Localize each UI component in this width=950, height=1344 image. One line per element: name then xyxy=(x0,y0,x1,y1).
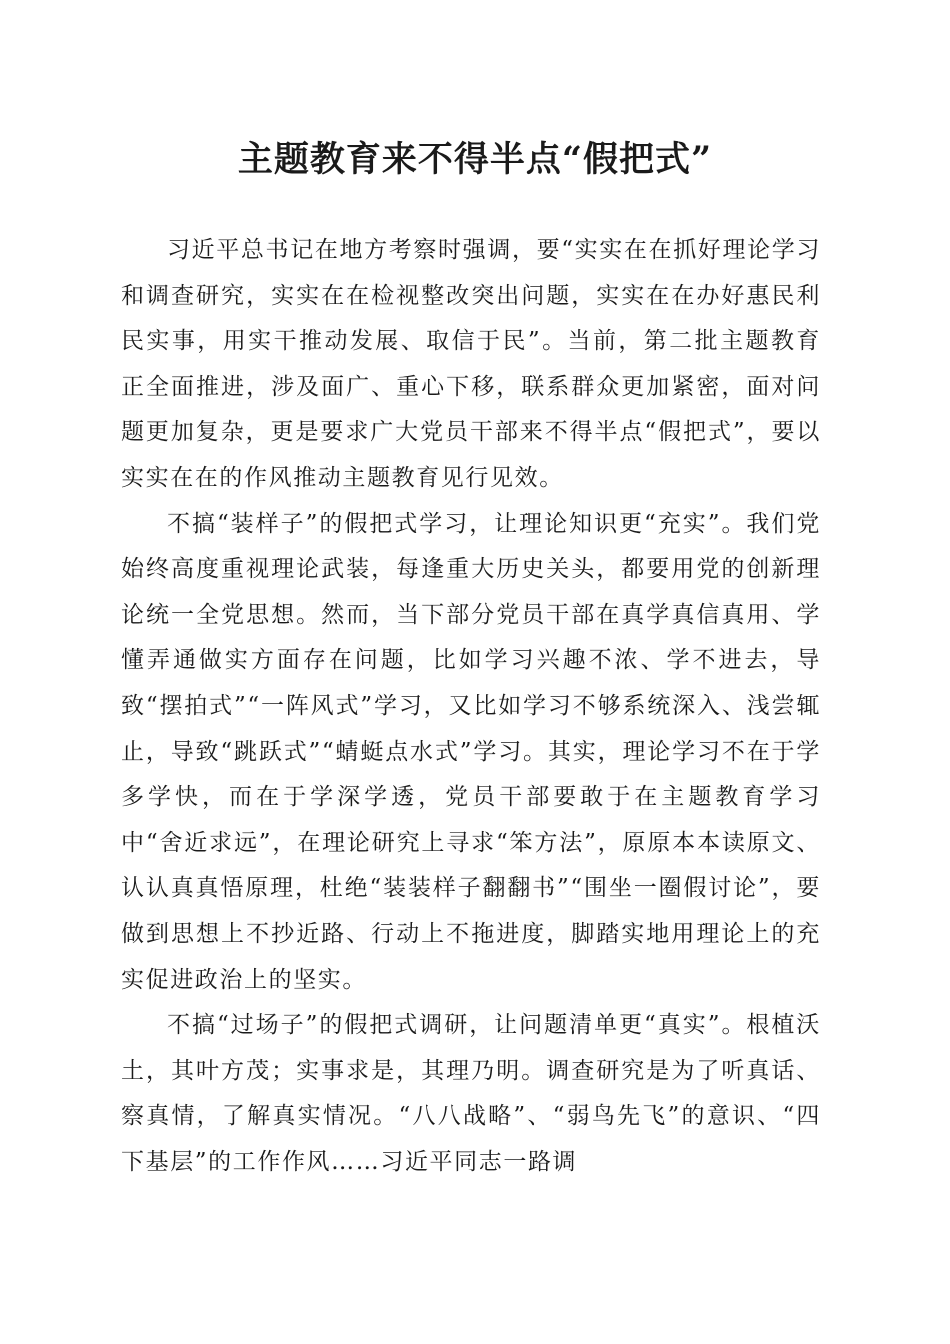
paragraph-research: 不搞“过场子”的假把式调研，让问题清单更“真实”。根植沃土，其叶方茂；实事求是，其理乃明。调查研究是为了听真话、察真情，了解真实情况。“八八战略”、“弱鸟先飞”的意识、“四下基层”的工作作风……习近平同志一路调 xyxy=(121,1012,821,1175)
page-title: 主题教育来不得半点“假把式” xyxy=(237,139,713,180)
paragraph-intro: 习近平总书记在地方考察时强调，要“实实在在抓好理论学习和调查研究，实实在在检视整改突出问题，实实在在办好惠民利民实事，用实干推动发展、取信于民”。当前，第二批主题教育正全面推进，涉及面广、重心下移，联系群众更加紧密，面对问题更加复杂，更是要求广大党员干部来不得半点“假把式”，要以实实在在的作风推动主题教育见行见效。 xyxy=(121,237,821,491)
paragraph-study: 不搞“装样子”的假把式学习，让理论知识更“充实”。我们党始终高度重视理论武装，每逢重大历史关头，都要用党的创新理论统一全党思想。然而，当下部分党员干部在真学真信真用、学懂弄通做实方面存在问题，比如学习兴趣不浓、学不进去，导致“摆拍式”“一阵风式”学习，又比如学习不够系统深入、浅尝辄止，导致“跳跃式”“蜻蜓点水式”学习。其实，理论学习不在于学多学快，而在于学深学透，党员干部要敢于在主题教育学习中“舍近求远”，在理论研究上寻求“笨方法”，原原本本读原文、认认真真悟原理，杜绝“装装样子翻翻书”“围坐一圈假讨论”，要做到思想上不抄近路、行动上不拖进度，脚踏实地用理论上的充实促进政治上的坚实。 xyxy=(121,510,821,993)
article-body xyxy=(121,228,821,1185)
